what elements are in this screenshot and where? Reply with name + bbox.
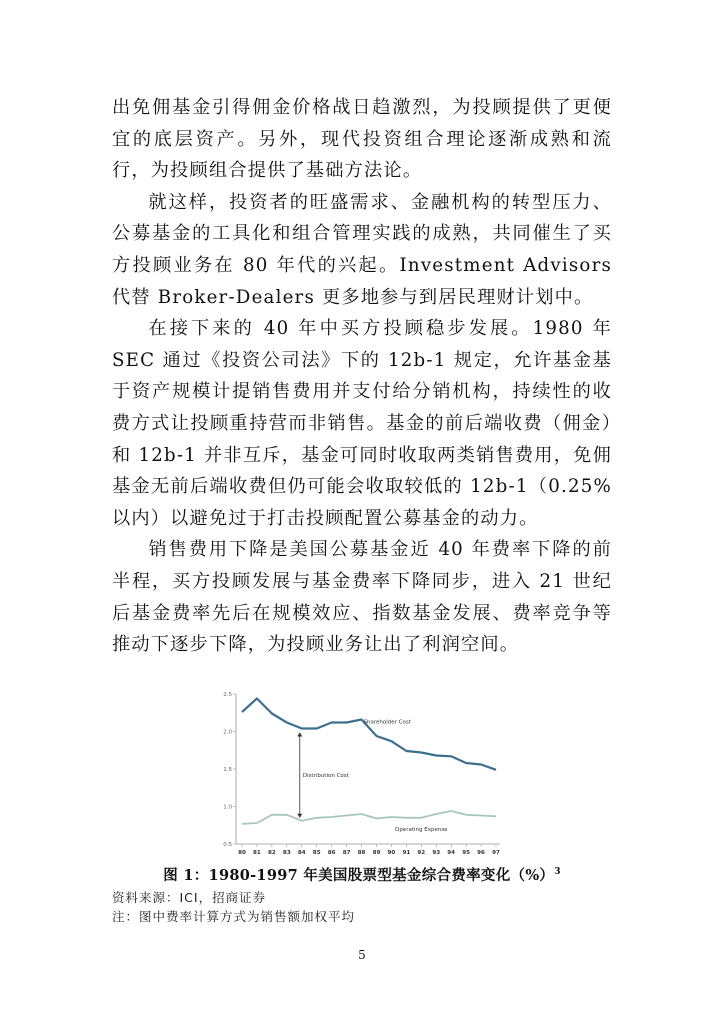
x-tick-label: 93 [432, 850, 441, 856]
series-label-operating-expense: Operating Expense [394, 826, 448, 833]
x-tick-label: 91 [402, 850, 411, 856]
x-tick-label: 87 [342, 850, 351, 856]
figure-source: 资料来源：ICI，招商证券 [112, 890, 267, 905]
figure-note: 注：图中费率计算方式为销售额加权平均 [112, 909, 356, 924]
figure-caption [0, 864, 724, 885]
series-line-shareholder-cost [242, 699, 496, 770]
x-tick-label: 95 [462, 850, 471, 856]
y-tick-label: 0.5 [223, 842, 232, 848]
x-tick-label: 92 [417, 850, 426, 856]
distribution-cost-label: Distribution Cost [302, 773, 349, 780]
x-tick-label: 96 [477, 850, 485, 856]
x-tick-label: 89 [372, 850, 381, 856]
fee-chart-svg [220, 686, 510, 864]
x-tick-label: 94 [447, 850, 456, 856]
series-line-operating-expense [242, 811, 496, 824]
x-tick-label: 80 [238, 850, 246, 856]
figure-caption-text: 图 1：1980-1997 年美国股票型基金综合费率变化（%） [163, 867, 555, 884]
x-tick-label: 81 [253, 850, 261, 856]
paragraph-1: 出免佣基金引得佣金价格战日趋激烈，为投顾提供了更便宜的底层资产。另外，现代投资组合理论逐渐成熟和流行，为投顾组合提供了基础方法论。 [112, 97, 612, 182]
paragraph-2: 就这样，投资者的旺盛需求、金融机构的转型压力、公募基金的工具化和组合管理实践的成熟，共同催生了买方投顾业务在 80 年代的兴起。Investment Advisors 代替 Broker-Dealers 更多地参与到居民理财计划中。 [112, 191, 612, 308]
paragraph-3: 在接下来的 40 年中买方投顾稳步发展。1980 年 SEC 通过《投资公司法》下的 12b-1 规定，允许基金基于资产规模计提销售费用并支付给分销机构，持续性的收费方式让投顾重持营而非销售。基金的前后端收费（佣金）和 12b-1 并非互斥，基金可同时收取两类销售费用，免佣基金无前后端收费但仍可能会收取较低的 12b-1（0.25%以内）以避免过于打击投顾配置公募基金的动力。 [112, 318, 612, 529]
x-tick-label: 85 [312, 850, 321, 856]
paragraph-4: 销售费用下降是美国公募基金近 40 年费率下降的前半程，买方投顾发展与基金费率下降同步，进入 21 世纪后基金费率先后在规模效应、指数基金发展、费率竞争等推动下逐步下降，为投顾业务让出了利润空间。 [112, 539, 612, 656]
x-tick-label: 83 [282, 850, 291, 856]
x-tick-label: 88 [357, 850, 366, 856]
y-tick-label: 2.5 [223, 692, 232, 698]
body-text [112, 92, 612, 661]
y-tick-label: 1.0 [223, 804, 232, 811]
x-tick-label: 97 [492, 850, 500, 856]
figure-caption-footnote: 3 [554, 867, 561, 878]
page-number: 5 [358, 948, 366, 962]
distribution-cost-arrowhead-top [297, 733, 302, 737]
x-tick-label: 82 [267, 850, 276, 856]
fee-chart [220, 686, 510, 864]
distribution-cost-arrowhead-bottom [297, 814, 302, 818]
series-label-shareholder-cost: Shareholder Cost [363, 719, 411, 726]
y-tick-label: 1.5 [223, 767, 232, 773]
x-tick-label: 84 [297, 850, 306, 856]
x-tick-label: 86 [327, 850, 336, 856]
x-tick-label: 90 [387, 850, 396, 856]
y-tick-label: 2.0 [223, 729, 232, 736]
